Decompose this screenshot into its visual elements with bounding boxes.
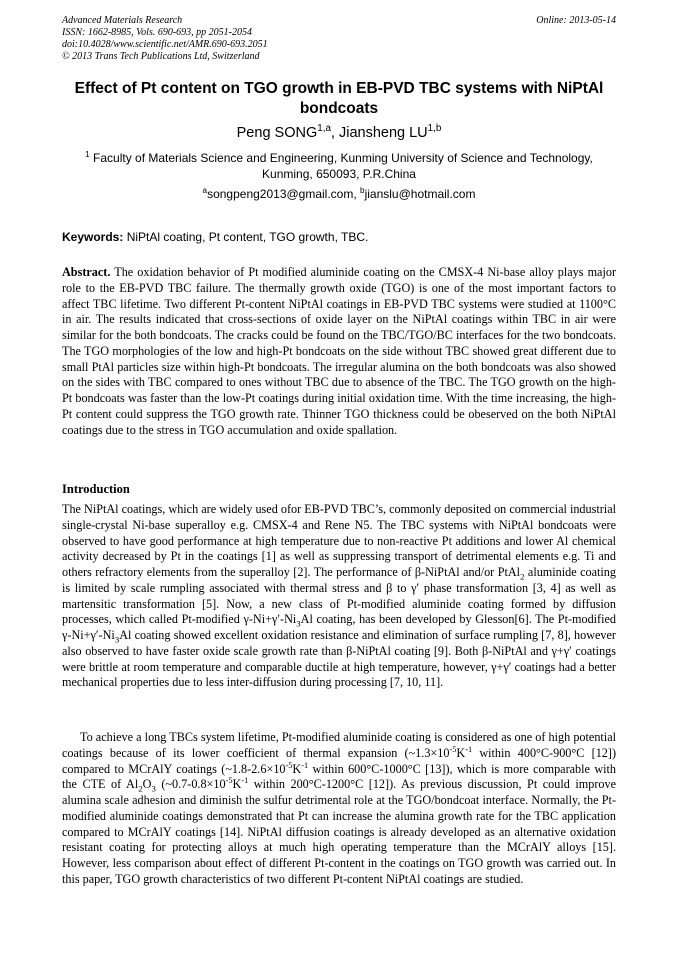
- text-run: K: [232, 777, 242, 792]
- subscript: 2: [520, 571, 525, 582]
- doi-line: doi:10.4028/www.scientific.net/AMR.690-693.2051: [62, 39, 268, 50]
- keywords-label: Keywords:: [62, 230, 124, 244]
- email-link[interactable]: songpeng2013@gmail.com: [207, 187, 354, 201]
- text-run: within 600°C-1000°C [13]), which is more comparable with the CTE of Al: [62, 761, 616, 792]
- subscript: 2: [138, 783, 143, 794]
- author-affiliation-mark: 1,b: [427, 123, 442, 135]
- text-run: within 200°C-1200°C [12]). As previous discussion, Pt could improve alumina scale adhesion and diminish the sulfur detrimental role at the TGO/bondcoat interface. Normally, the Pt-modified aluminide coatings demonstrated that Pt can increase the alumina growth rate for the TBC application compared to MCrAlY coatings [14]. NiPtAl diffusion coatings is already developed as an alternative oxidation resistant coating for protecting alloys at much high operating temperature than the MCrAlY alloys [15]. However, less comparison about effect of different Pt-content in the coatings on TGO growth was carried out. In this paper, TGO growth characteristics of two different Pt-content NiPtAl coatings are studied.: [62, 777, 617, 886]
- text-run: Al coating showed excellent oxidation resistance and elimination of surface rumpling [7, 8], however also observed to have faster oxide scale growth rate than β-NiPtAl coating [9]. Both β-NiPtAl and γ+γ′ coatings were brittle at room temperature and comparable ductile at high temperature, however, γ+γ′ coatings had a better mechanical properties due to less inter-diffusion during processing [7, 10, 11].: [62, 628, 616, 690]
- section-heading-introduction: Introduction: [62, 482, 130, 496]
- superscript: -1: [241, 776, 249, 786]
- abstract-label: Abstract.: [62, 265, 111, 279]
- subscript: 3: [296, 618, 301, 629]
- affiliation-text: Faculty of Materials Science and Engineering, Kunming University of Science and Technology, Kunming, 650093, P.R.China: [89, 151, 593, 181]
- copyright-line: © 2013 Trans Tech Publications Ltd, Switzerland: [62, 51, 260, 62]
- author-separator: ,: [330, 125, 339, 141]
- superscript: -1: [465, 744, 473, 754]
- text-run: K: [456, 745, 466, 760]
- affiliation: [62, 150, 616, 182]
- subscript: 3: [114, 634, 120, 645]
- email-list: [62, 186, 616, 202]
- email-separator: ,: [353, 187, 361, 201]
- journal-name: Advanced Materials Research: [62, 15, 183, 26]
- journal-header: [62, 15, 482, 63]
- email-link[interactable]: jianslu@hotmail.com: [364, 187, 476, 201]
- introduction-paragraph-2: [62, 730, 616, 888]
- superscript: -1: [301, 760, 309, 770]
- keywords-text: NiPtAl coating, Pt content, TGO growth, TBC.: [123, 230, 369, 244]
- affiliation-mark: 1: [85, 150, 90, 159]
- author-name: Peng SONG: [236, 125, 318, 141]
- paper-title: Effect of Pt content on TGO growth in EB-PVD TBC systems with NiPtAl bondcoats: [74, 80, 604, 117]
- text-run: Al coating, has been developed by Glesson[6]. The Pt-modified γ-Ni+γ′-Ni: [62, 612, 617, 642]
- introduction-paragraph-1: [62, 502, 616, 691]
- text-run: (~0.7-0.8×10: [155, 777, 226, 792]
- abstract: [62, 265, 616, 438]
- author-name: Jiansheng LU: [338, 125, 428, 141]
- superscript: -5: [449, 744, 457, 754]
- keywords: [62, 229, 616, 245]
- text-run: The NiPtAl coatings, which are widely used ofor EB-PVD TBC’s, commonly deposited on commercial industrial single-crystal Ni-base superalloy e.g. CMSX-4 and Rene N5. The TBC systems with NiPtAl bondcoats were observed to have good performance at high temperature due to non-reactive Pt additions and lower Al chemical activity decreased by Pt in the coatings [1] as well as suppressing transport of detrimental elements e.g. Ti and others refractory elements from the superalloy [2]. The performance of β-NiPtAl and/or PtAl: [62, 502, 616, 579]
- issn-line: ISSN: 1662-8985, Vols. 690-693, pp 2051-2054: [62, 27, 252, 38]
- text-run: O: [142, 777, 152, 792]
- superscript: -5: [285, 760, 293, 770]
- superscript: -5: [225, 776, 233, 786]
- abstract-text: The oxidation behavior of Pt modified aluminide coating on the CMSX-4 Ni-base alloy plays major role to the EB-PVD TBC failure. The thermally growth oxide (TGO) is one of the most important factors to affect TBC lifetime. Two different Pt-content NiPtAl coatings in EB-PVD TBC systems were studied at 1100°C in air. The results indicated that cross-sections of oxide layer on the NiPtAl coatings within TBC in air were similar for the both bondcoats. The cracks could be found on the TBC/TGO/BC interfaces for the two bondcoats. The TGO morphologies of the low and high-Pt bondcoats on the side without TBC showed great different due to small PtAl particles size within high-Pt bondcoats. The irregular alumina on the both bondcoats was also showed on the sides with TBC compared to ones without TBC due to absence of the TBC. The TGO growth on the high-Pt bondcoats was faster than the low-Pt coatings during initial oxidation time. With the time increasing, the high-Pt content could suppress the TGO growth rate. Thinner TGO thickness could be obeserved on the both NiPtAl coatings due to the stress in TGO accumulation and oxide spallation.: [62, 265, 616, 437]
- text-run: within 400°C-900°C [12]) compared to MCrAlY coatings (~1.8-2.6×10: [62, 745, 617, 776]
- text-run: aluminide coating is limited by scale rumpling associated with thermal stress and β to γ′ phase transformation [3, 4] as well as martensitic transformation [5]. Now, a new class of Pt-modified aluminide coating formed by diffusion processes, which called Pt-modified γ-Ni+γ′-Ni: [62, 565, 616, 627]
- text-run: K: [292, 761, 302, 776]
- online-date: Online: 2013-05-14: [536, 15, 616, 26]
- author-affiliation-mark: 1,a: [317, 123, 331, 135]
- email-mark: a: [202, 186, 208, 195]
- email-mark: b: [360, 186, 365, 195]
- subscript: 3: [151, 783, 156, 794]
- author-list: [62, 124, 616, 142]
- text-run: To achieve a long TBCs system lifetime, Pt-modified aluminide coating is considered as one of high potential coatings because of its lower coefficient of thermal expansion (~1.3×10: [62, 730, 616, 760]
